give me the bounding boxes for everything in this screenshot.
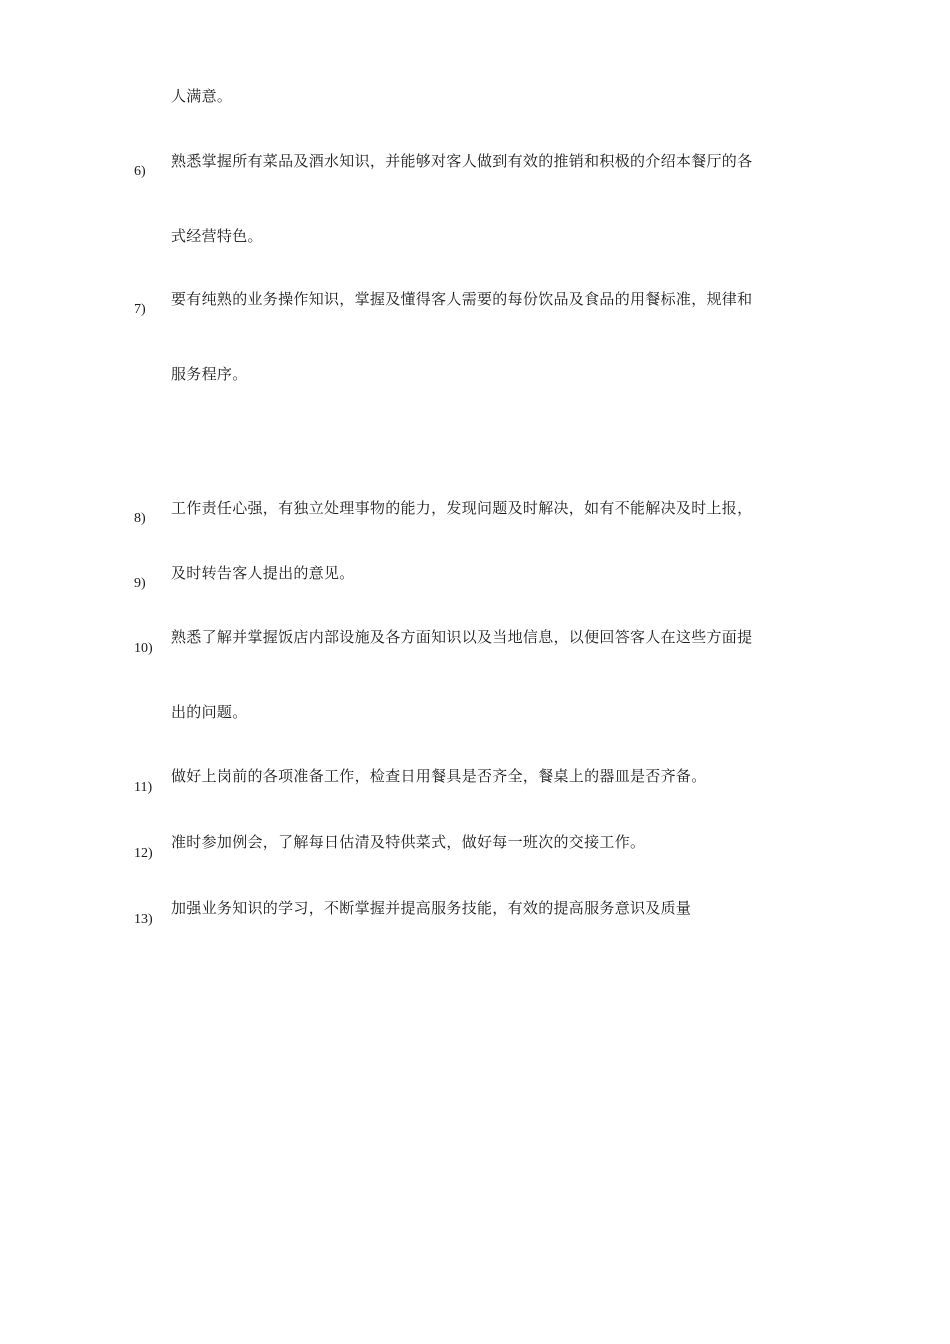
item-13-line-1: 加强业务知识的学习，不断掌握并提高服务技能，有效的提高服务意识及质量 xyxy=(171,899,692,917)
item-7-line-1: 要有纯熟的业务操作知识，掌握及懂得客人需要的每份饮品及食品的用餐标准，规律和 xyxy=(171,290,753,308)
item-7-line-2: 服务程序。 xyxy=(171,365,248,383)
item-12-line-1: 准时参加例会，了解每日估清及特供菜式，做好每一班次的交接工作。 xyxy=(171,833,646,851)
item-11-line-1: 做好上岗前的各项准备工作，检查日用餐具是否齐全，餐桌上的器皿是否齐备。 xyxy=(171,767,707,785)
item-13-number: 13) xyxy=(134,912,153,927)
item-6-number: 6) xyxy=(134,164,146,179)
item-9-line-1: 及时转告客人提出的意见。 xyxy=(171,564,355,582)
item-6-line-2: 式经营特色。 xyxy=(171,227,263,245)
item-5-continuation: 人满意。 xyxy=(171,87,233,105)
item-10-number: 10) xyxy=(134,641,153,656)
item-11-number: 11) xyxy=(134,780,153,795)
item-8-number: 8) xyxy=(134,511,146,526)
item-6-line-1: 熟悉掌握所有菜品及酒水知识，并能够对客人做到有效的推销和积极的介绍本餐厅的各 xyxy=(171,152,753,170)
item-8-line-1: 工作责任心强，有独立处理事物的能力，发现问题及时解决，如有不能解决及时上报， xyxy=(171,499,753,517)
item-9-number: 9) xyxy=(134,576,146,591)
item-10-line-1: 熟悉了解并掌握饭店内部设施及各方面知识以及当地信息，以便回答客人在这些方面提 xyxy=(171,628,753,646)
item-7-number: 7) xyxy=(134,302,146,317)
item-10-line-2: 出的问题。 xyxy=(171,703,248,721)
item-12-number: 12) xyxy=(134,846,153,861)
